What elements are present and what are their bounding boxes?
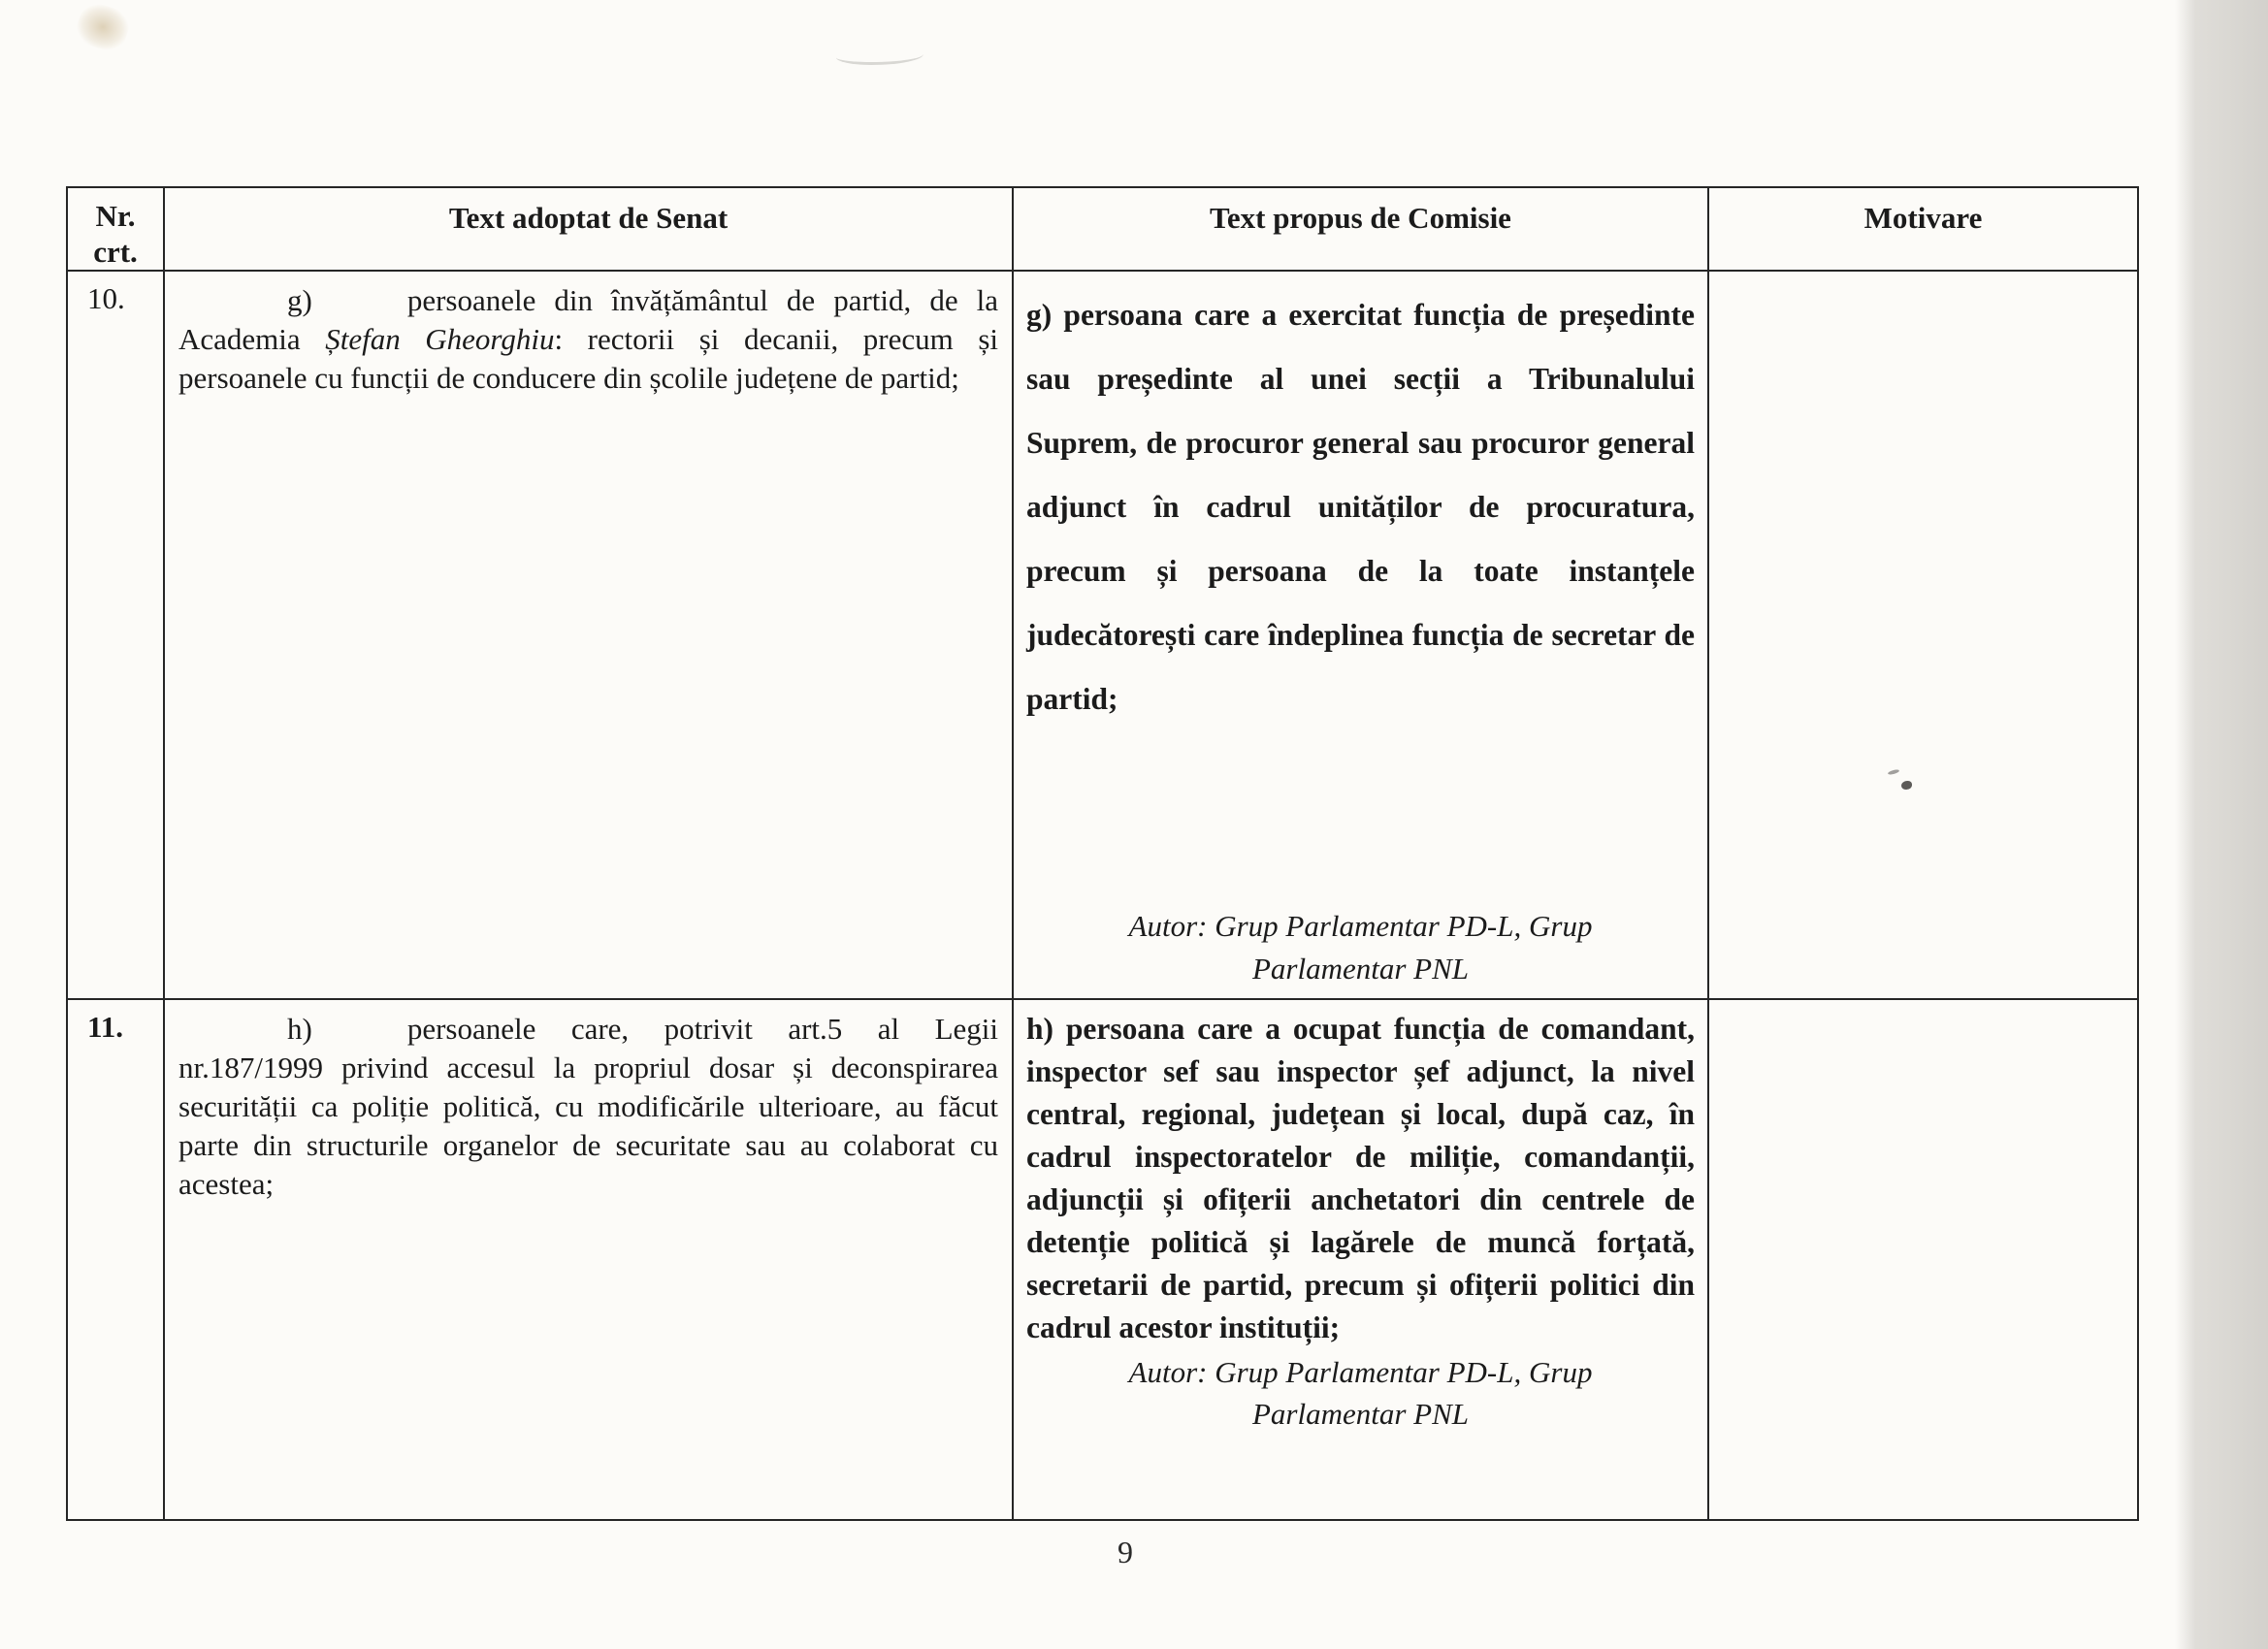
senat-paragraph	[165, 1000, 1012, 1204]
autor-line1: Autor: Grup Parlamentar PD-L, Grup	[1128, 909, 1593, 943]
comisie-text-cell	[1013, 271, 1708, 999]
senat-paragraph	[165, 272, 1012, 398]
senat-text-italic: Ștefan Gheorghiu	[325, 322, 555, 356]
header-nr-line2: crt.	[93, 235, 138, 269]
senat-text-cont: : rectorii și decanii, precum și persoanele cu funcții de conducere din școlile județene de partid;	[178, 322, 998, 395]
row-number: 10.	[67, 271, 164, 999]
comisie-paragraph: h) persoana care a ocupat funcția de comandant, inspector sef sau inspector șef adjunct, la nivel central, regional, județean și local, după caz, în cadrul inspectoratelor de miliție, comandanții, adjuncții și ofițerii anchetatori din centrele de detenție politică și lagărele de muncă forțată, secretarii de partid, precum și ofițerii politici din cadrul acestor instituții;	[1026, 1012, 1695, 1344]
document-table	[66, 186, 2139, 1521]
page-number: 9	[1118, 1535, 1133, 1569]
comisie-paragraph: g) persoana care a exercitat funcția de președinte sau președinte al unei secții a Tribunalului Suprem, de procuror general sau procuror general adjunct în cadrul unităților de procuratura, precum și persoana de la toate instanțele judecătorești care îndeplinea funcția de secretar de partid;	[1026, 298, 1695, 716]
autor-note	[1014, 1351, 1707, 1435]
header-nr-line1: Nr.	[95, 199, 136, 233]
item-letter: g)	[287, 283, 312, 317]
item-letter: h)	[287, 1012, 312, 1046]
table-row	[67, 271, 2138, 999]
header-motivare: Motivare	[1708, 187, 2138, 271]
senat-text-cell	[164, 271, 1013, 999]
scan-mark	[836, 47, 923, 65]
header-text-senat: Text adoptat de Senat	[164, 187, 1013, 271]
comisie-text-cell	[1013, 999, 1708, 1520]
motivare-cell	[1708, 271, 2138, 999]
table-row	[67, 999, 2138, 1520]
motivare-cell	[1708, 999, 2138, 1520]
autor-line2: Parlamentar PNL	[1251, 952, 1470, 986]
ink-speck	[1901, 781, 1912, 790]
senat-text: persoanele din învățământul de partid, de la Academia	[178, 283, 998, 356]
autor-note	[1014, 905, 1707, 990]
autor-line2: Parlamentar PNL	[1251, 1397, 1470, 1431]
autor-line1: Autor: Grup Parlamentar PD-L, Grup	[1128, 1355, 1593, 1389]
senat-text: persoanele care, potrivit art.5 al Legii nr.187/1999 privind accesul la propriul dosar și deconspirarea securității ca poliție politică, cu modificările ulterioare, au făcut parte din structurile organelor de securitate sau au colaborat cu acestea;	[178, 1012, 998, 1201]
scan-smudge	[72, 0, 133, 55]
senat-text-cell	[164, 999, 1013, 1520]
scan-edge-shadow	[2175, 0, 2268, 1649]
table-header-row	[67, 187, 2138, 271]
header-text-comisie: Text propus de Comisie	[1013, 187, 1708, 271]
header-nr-crt	[67, 187, 164, 271]
row-number: 11.	[67, 999, 164, 1520]
